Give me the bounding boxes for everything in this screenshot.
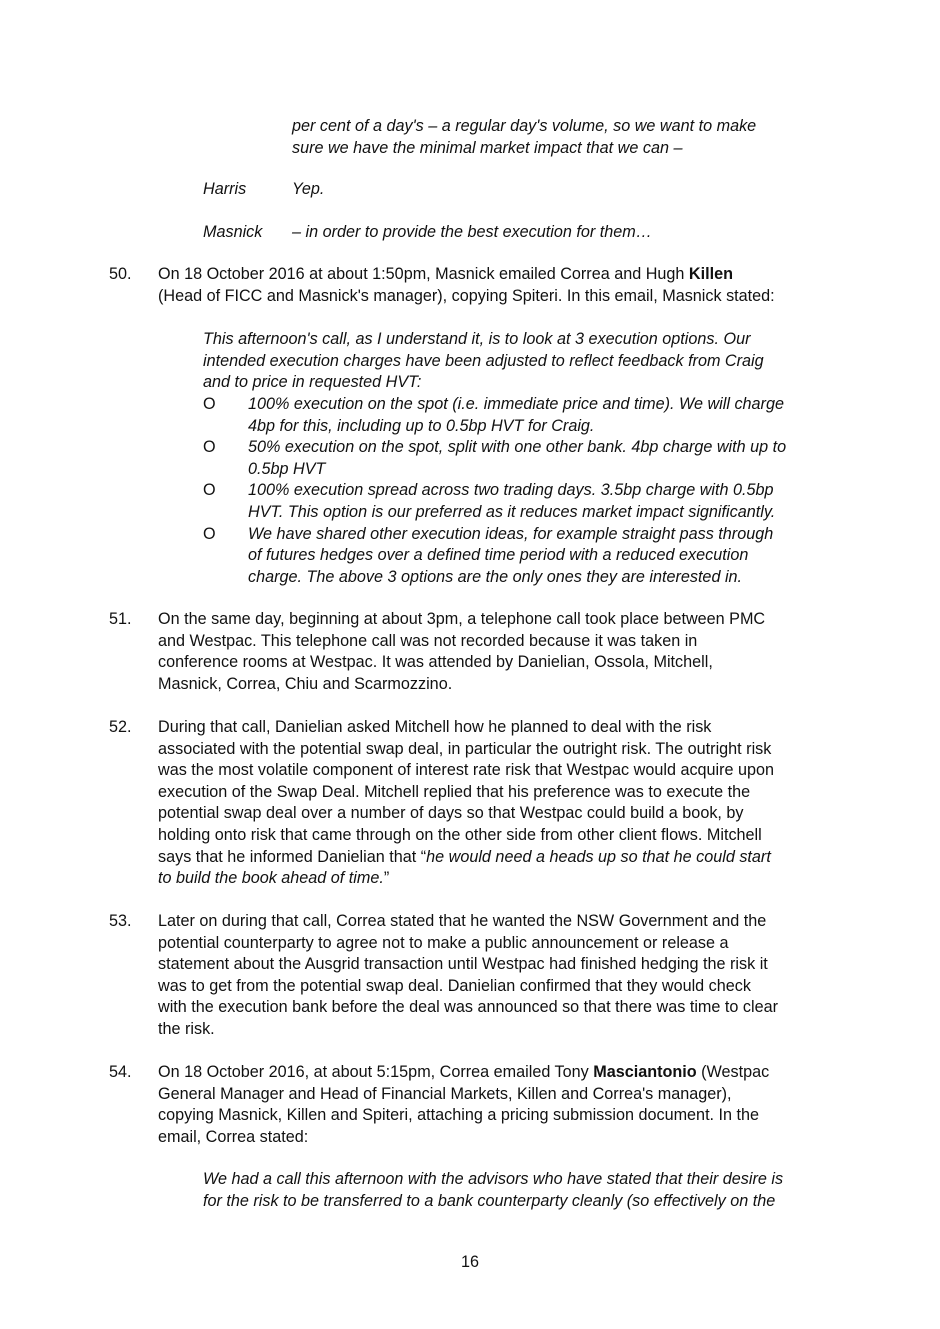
email-quote bbox=[203, 1169, 833, 1212]
list-item bbox=[203, 394, 833, 437]
paragraph-line: the risk. bbox=[158, 1019, 215, 1038]
paragraph-line: potential counterparty to agree not to make a public announcement or release a bbox=[158, 933, 729, 952]
quote-line: intended execution charges have been adjusted to reflect feedback from Craig bbox=[203, 351, 764, 370]
paragraph-line: (Head of FICC and Masnick's manager), copying Spiteri. In this email, Masnick stated: bbox=[158, 286, 775, 305]
quote-line: for the risk to be transferred to a bank counterparty cleanly (so effectively on the bbox=[203, 1191, 776, 1210]
paragraph-line: potential swap deal over a number of days so that Westpac could build a book, by bbox=[158, 804, 744, 823]
paragraph-line: holding onto risk that came through on the other side from other client flows. Mitchell bbox=[158, 825, 762, 844]
bullet-mark: O bbox=[203, 481, 216, 500]
bullet-line: 100% execution spread across two trading days. 3.5bp charge with 0.5bp bbox=[248, 481, 774, 500]
speaker-name: Masnick bbox=[203, 223, 263, 241]
paragraph-line: statement about the Ausgrid transaction until Westpac had finished hedging the risk it bbox=[158, 955, 768, 974]
email-quote bbox=[203, 329, 833, 394]
paragraph-number: 52. bbox=[109, 718, 132, 736]
paragraph-number: 54. bbox=[109, 1063, 132, 1081]
paragraph-line: to build the book ahead of time.” bbox=[158, 869, 390, 888]
paragraph-line: email, Correa stated: bbox=[158, 1127, 309, 1146]
paragraph-line: says that he informed Danielian that “he would need a heads up so that he could start bbox=[158, 847, 771, 866]
speaker-text: Yep. bbox=[292, 180, 325, 198]
bullet-line: We have shared other execution ideas, for example straight pass through bbox=[248, 524, 774, 543]
paragraph-line: with the execution bank before the deal was announced so that there was time to clear bbox=[158, 998, 779, 1017]
bullet-line: HVT. This option is our preferred as it reduces market impact significantly. bbox=[248, 502, 776, 521]
paragraph-number: 53. bbox=[109, 912, 132, 930]
paragraph-line: Masnick, Correa, Chiu and Scarmozzino. bbox=[158, 674, 453, 693]
speaker-name: Harris bbox=[203, 180, 247, 198]
bullet-line: 0.5bp HVT bbox=[248, 459, 326, 478]
paragraph-line: Later on during that call, Correa stated that he wanted the NSW Government and the bbox=[158, 912, 767, 930]
paragraph-number: 50. bbox=[109, 265, 132, 283]
paragraph-line: copying Masnick, Killen and Spiteri, attaching a pricing submission document. In the bbox=[158, 1106, 760, 1125]
bullet-mark: O bbox=[203, 524, 216, 543]
paragraph-line: and Westpac. This telephone call was not recorded because it was taken in bbox=[158, 631, 698, 650]
speaker-text: – in order to provide the best execution for them… bbox=[292, 223, 652, 241]
quote-line: and to price in requested HVT: bbox=[203, 373, 422, 392]
bullet-line: 4bp for this, including up to 0.5bp HVT for Craig. bbox=[248, 416, 595, 435]
paragraph-line: On the same day, beginning at about 3pm, a telephone call took place between PMC bbox=[158, 610, 766, 628]
bold-name: Masciantonio bbox=[593, 1063, 697, 1081]
quoted-speech: he would need a heads up so that he could start bbox=[426, 847, 771, 866]
bullet-line: 50% execution on the spot, split with one other bank. 4bp charge with up to bbox=[248, 438, 787, 457]
bullet-line: charge. The above 3 options are the only ones they are interested in. bbox=[248, 567, 743, 586]
quote-line: This afternoon's call, as I understand it, is to look at 3 execution options. Our bbox=[203, 330, 751, 348]
paragraph-line: On 18 October 2016 at about 1:50pm, Masnick emailed Correa and Hugh Killen bbox=[158, 265, 733, 283]
list-item bbox=[203, 480, 833, 523]
bold-name: Killen bbox=[688, 265, 733, 283]
page-number: 16 bbox=[460, 1253, 479, 1271]
option-list bbox=[203, 394, 833, 588]
quote-line: We had a call this afternoon with the advisors who have stated that their desire is bbox=[203, 1170, 784, 1188]
transcript-line: per cent of a day's – a regular day's volume, so we want to make bbox=[292, 117, 757, 135]
bullet-mark: O bbox=[203, 395, 216, 413]
paragraph-line: On 18 October 2016, at about 5:15pm, Correa emailed Tony Masciantonio (Westpac bbox=[158, 1063, 770, 1081]
paragraph-line: was to get from the potential swap deal. Danielian confirmed that they would check bbox=[158, 976, 751, 995]
paragraph-line: execution of the Swap Deal. Mitchell replied that his preference was to execute the bbox=[158, 782, 751, 801]
paragraph-line: was the most volatile component of interest rate risk that Westpac would acquire upon bbox=[158, 761, 775, 780]
paragraph-number: 51. bbox=[109, 610, 132, 628]
bullet-line: 100% execution on the spot (i.e. immediate price and time). We will charge bbox=[248, 395, 784, 413]
transcript-line: sure we have the minimal market impact that we can – bbox=[292, 139, 683, 157]
paragraph-line: associated with the potential swap deal, in particular the outright risk. The outright risk bbox=[158, 739, 772, 758]
paragraph-line: During that call, Danielian asked Mitchell how he planned to deal with the risk bbox=[158, 718, 712, 736]
transcript-continuation bbox=[292, 115, 852, 159]
bullet-line: of futures hedges over a defined time period with a reduced execution bbox=[248, 546, 749, 565]
bullet-mark: O bbox=[203, 438, 216, 457]
paragraph-line: General Manager and Head of Financial Markets, Killen and Correa's manager), bbox=[158, 1084, 732, 1103]
quoted-speech: to build the book ahead of time. bbox=[158, 869, 384, 888]
list-item bbox=[203, 524, 833, 589]
paragraph-line: conference rooms at Westpac. It was attended by Danielian, Ossola, Mitchell, bbox=[158, 653, 713, 672]
list-item bbox=[203, 437, 833, 480]
